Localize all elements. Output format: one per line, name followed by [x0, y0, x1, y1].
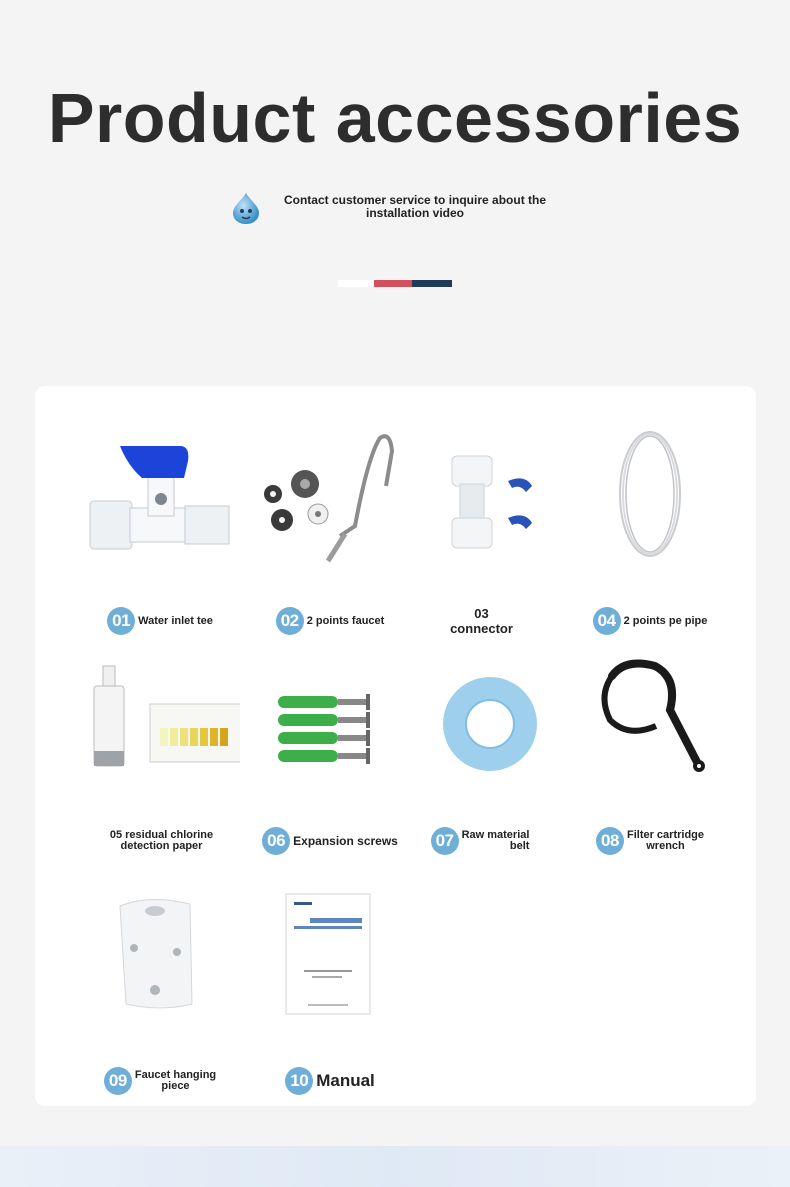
contact-line-1: Contact customer service to inquire about the: [283, 193, 547, 207]
page-title: Product accessories: [47, 79, 743, 157]
connector-icon: [400, 426, 560, 576]
number-badge: 09: [104, 1067, 132, 1095]
divider-bars: [338, 280, 452, 287]
number-badge: 01: [107, 607, 135, 635]
accessory-label: 03 connector: [450, 606, 513, 636]
bar-red: [374, 280, 412, 287]
accessory-item: [390, 646, 570, 866]
accessories-card: [35, 386, 756, 1106]
bar-white: [338, 280, 374, 287]
accessory-item: [560, 426, 740, 646]
accessory-label: 02 2 points faucet: [240, 601, 420, 641]
contact-line-2: installation video: [365, 206, 464, 220]
manual-icon: [250, 886, 410, 1036]
wrench-icon: [570, 646, 730, 796]
number-badge: 04: [593, 607, 621, 635]
pe-pipe-icon: [570, 426, 730, 576]
number-badge: 08: [596, 827, 624, 855]
faucet-icon: [250, 426, 410, 576]
accessory-item: [390, 426, 570, 646]
chlorine-test-icon: [80, 646, 240, 796]
number-badge: 07: [431, 827, 459, 855]
accessory-label: 05 residual chlorine detection paper: [109, 829, 214, 852]
accessory-item: [240, 886, 420, 1106]
accessory-label: 10 Manual: [240, 1061, 420, 1101]
contact-note: [228, 190, 568, 230]
bottom-banner-strip: [0, 1146, 790, 1187]
accessory-item: [70, 886, 250, 1106]
hanging-piece-icon: [80, 886, 240, 1036]
accessory-label: 04 2 points pe pipe: [560, 601, 740, 641]
number-badge: 06: [262, 827, 290, 855]
connector-number: 03: [474, 606, 489, 621]
accessory-label: 09 Faucet hanging piece: [70, 1061, 250, 1101]
accessory-item: [70, 646, 250, 866]
number-badge: 02: [276, 607, 304, 635]
accessory-label: 07 Raw material belt: [390, 821, 570, 861]
number-badge: 10: [285, 1067, 313, 1095]
accessory-item: [560, 646, 740, 866]
bar-navy: [412, 280, 452, 287]
accessory-item: [70, 426, 250, 646]
tape-icon: [400, 646, 560, 796]
water-drop-mascot-icon: [228, 190, 264, 226]
accessory-label: 06 Expansion screws: [240, 821, 420, 861]
accessory-label: 08 Filter cartridge wrench: [560, 821, 740, 861]
water-inlet-tee-icon: [80, 426, 240, 576]
expansion-screws-icon: [250, 646, 410, 796]
accessory-label: 01 Water inlet tee: [70, 601, 250, 641]
